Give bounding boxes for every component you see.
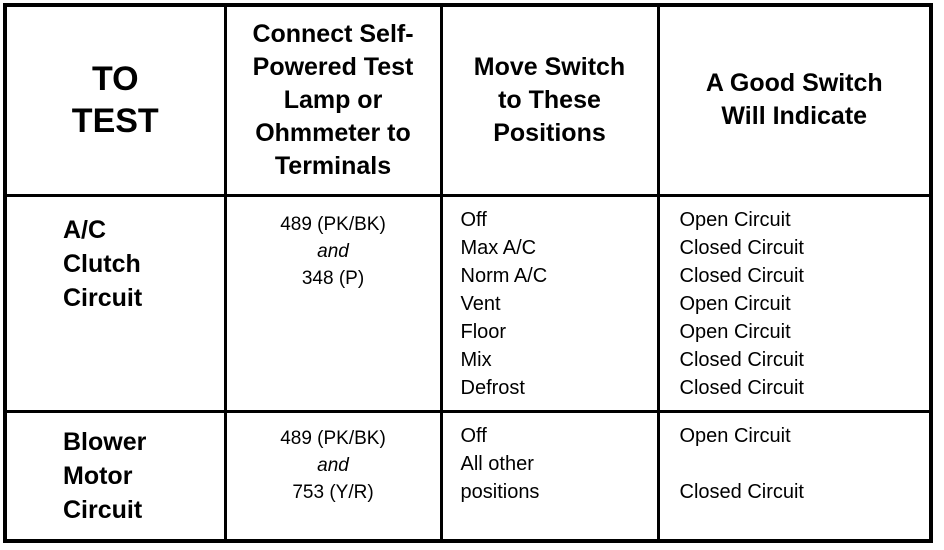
position-item: Max A/C (460, 236, 537, 259)
circuit-label-ac-clutch (7, 195, 225, 411)
circuit-label-line: Motor (63, 461, 133, 490)
results-cell (658, 411, 929, 539)
result-item: Open Circuit (679, 208, 791, 231)
circuit-label-line: Blower (63, 427, 147, 456)
result-item: Open Circuit (679, 320, 791, 343)
table-row (7, 195, 929, 411)
circuit-label-line: A/C (63, 215, 107, 244)
header-to-test-line: TEST (71, 102, 159, 141)
header-connect-line: Lamp or (283, 85, 383, 114)
terminal-value: 348 (P) (301, 267, 365, 289)
header-good-switch (658, 7, 929, 195)
header-good-line: A Good Switch (705, 69, 883, 98)
position-item: positions (460, 480, 540, 503)
result-item: Open Circuit (679, 292, 791, 315)
header-connect-line: Ohmmeter to (255, 118, 411, 147)
result-item: Closed Circuit (679, 236, 804, 259)
positions-cell (441, 411, 658, 539)
switch-test-table (7, 7, 929, 539)
header-connect-line: Powered Test (252, 52, 414, 81)
header-good-line: Will Indicate (721, 102, 868, 131)
positions-cell (441, 195, 658, 411)
header-move-line: Move Switch (473, 52, 626, 81)
position-item: Norm A/C (460, 264, 548, 287)
header-move-line: Positions (493, 118, 606, 147)
header-to-test-line: TO (91, 60, 139, 99)
terminal-value: 489 (PK/BK) (280, 427, 386, 449)
result-item: Closed Circuit (679, 264, 804, 287)
position-item: Mix (460, 348, 492, 371)
header-move-line: to These (498, 85, 601, 114)
switch-test-chart (3, 3, 933, 543)
result-item: Closed Circuit (679, 480, 804, 503)
position-item: Vent (460, 292, 501, 315)
result-spacer (680, 450, 930, 478)
terminal-value: 489 (PK/BK) (280, 213, 386, 235)
header-move-switch (441, 7, 658, 195)
terminals-cell (225, 195, 441, 411)
position-item: Defrost (460, 376, 525, 399)
circuit-label-line: Clutch (63, 249, 141, 278)
header-to-test (7, 7, 225, 195)
table-row (7, 411, 929, 539)
position-item: Off (460, 424, 487, 447)
terminal-conjunction: and (317, 454, 349, 476)
position-item: Off (460, 208, 487, 231)
header-row (7, 7, 929, 195)
position-item: All other (460, 452, 534, 475)
result-item: Closed Circuit (679, 376, 804, 399)
circuit-label-line: Circuit (63, 283, 143, 312)
result-item: Open Circuit (679, 424, 791, 447)
results-cell (658, 195, 929, 411)
header-connect-line: Terminals (274, 151, 392, 180)
circuit-label-blower-motor (7, 411, 225, 539)
header-connect-line: Connect Self- (252, 19, 414, 48)
position-item: Floor (460, 320, 507, 343)
result-item: Closed Circuit (679, 348, 804, 371)
terminal-conjunction: and (317, 240, 349, 262)
circuit-label-line: Circuit (63, 495, 143, 524)
terminal-value: 753 (Y/R) (292, 481, 374, 503)
header-connect-terminals (225, 7, 441, 195)
terminals-cell (225, 411, 441, 539)
